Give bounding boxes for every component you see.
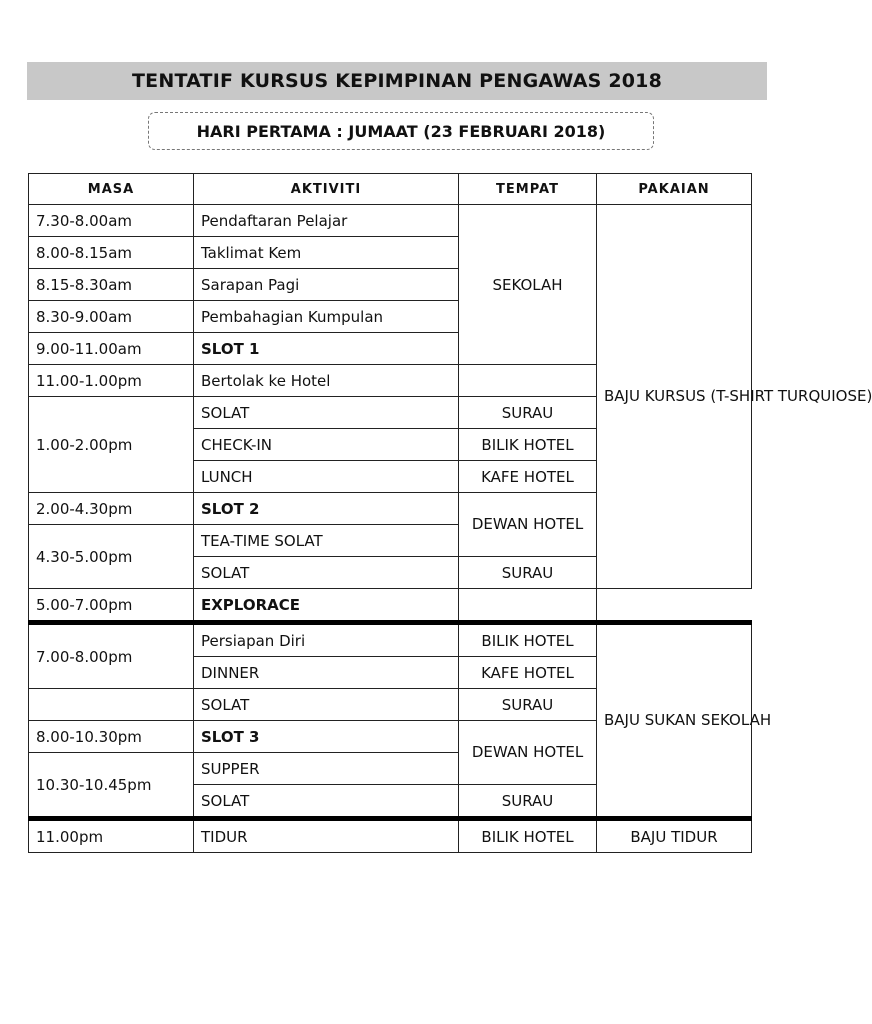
venue-cell: BILIK HOTEL [459,429,597,461]
schedule-table [28,173,872,853]
activity-cell: EXPLORACE [194,589,459,623]
time-cell: 4.30-5.00pm [29,525,194,589]
venue-cell: SEKOLAH [459,205,597,365]
activity-cell: SLOT 2 [194,493,459,525]
day-subtitle: HARI PERTAMA : JUMAAT (23 FEBRUARI 2018) [148,112,654,150]
venue-cell: SURAU [459,557,597,589]
time-cell: 8.00-10.30pm [29,721,194,753]
header-masa: MASA [29,174,194,205]
header-aktiviti: AKTIVITI [194,174,459,205]
activity-cell: TEA-TIME SOLAT [194,525,459,557]
activity-cell: SLOT 1 [194,333,459,365]
time-cell: 9.00-11.00am [29,333,194,365]
time-cell [29,689,194,721]
venue-cell: KAFE HOTEL [459,461,597,493]
activity-cell: LUNCH [194,461,459,493]
time-cell: 11.00-1.00pm [29,365,194,397]
venue-cell: DEWAN HOTEL [459,493,597,557]
time-cell: 7.00-8.00pm [29,623,194,689]
activity-cell: CHECK-IN [194,429,459,461]
table-row [29,623,752,657]
activity-cell: Persiapan Diri [194,623,459,657]
time-cell: 2.00-4.30pm [29,493,194,525]
activity-cell: Sarapan Pagi [194,269,459,301]
activity-cell: SUPPER [194,753,459,785]
attire-cell: BAJU SUKAN SEKOLAH [597,623,752,819]
venue-cell [459,589,597,623]
activity-cell: SOLAT [194,689,459,721]
venue-cell: KAFE HOTEL [459,657,597,689]
activity-cell: SOLAT [194,397,459,429]
time-cell: 8.30-9.00am [29,301,194,333]
time-cell: 5.00-7.00pm [29,589,194,623]
header-pakaian: PAKAIAN [597,174,752,205]
activity-cell: SLOT 3 [194,721,459,753]
venue-cell: SURAU [459,689,597,721]
activity-cell: TIDUR [194,819,459,853]
attire-cell: BAJU KURSUS (T-SHIRT TURQUIOSE) [597,205,752,589]
venue-cell: BILIK HOTEL [459,819,597,853]
page-title: TENTATIF KURSUS KEPIMPINAN PENGAWAS 2018 [27,62,767,100]
table-header-row [29,174,752,205]
activity-cell: SOLAT [194,785,459,819]
time-cell: 11.00pm [29,819,194,853]
time-cell: 1.00-2.00pm [29,397,194,493]
table-row [29,819,752,853]
table-row [29,589,752,623]
activity-cell: Pendaftaran Pelajar [194,205,459,237]
venue-cell: SURAU [459,397,597,429]
activity-cell: Bertolak ke Hotel [194,365,459,397]
header-tempat: TEMPAT [459,174,597,205]
time-cell: 7.30-8.00am [29,205,194,237]
time-cell: 8.15-8.30am [29,269,194,301]
attire-cell: BAJU TIDUR [597,819,752,853]
table-row [29,205,752,237]
venue-cell: BILIK HOTEL [459,623,597,657]
venue-cell: DEWAN HOTEL [459,721,597,785]
time-cell: 8.00-8.15am [29,237,194,269]
activity-cell: SOLAT [194,557,459,589]
activity-cell: DINNER [194,657,459,689]
activity-cell: Taklimat Kem [194,237,459,269]
activity-cell: Pembahagian Kumpulan [194,301,459,333]
venue-cell [459,365,597,397]
time-cell: 10.30-10.45pm [29,753,194,819]
venue-cell: SURAU [459,785,597,819]
